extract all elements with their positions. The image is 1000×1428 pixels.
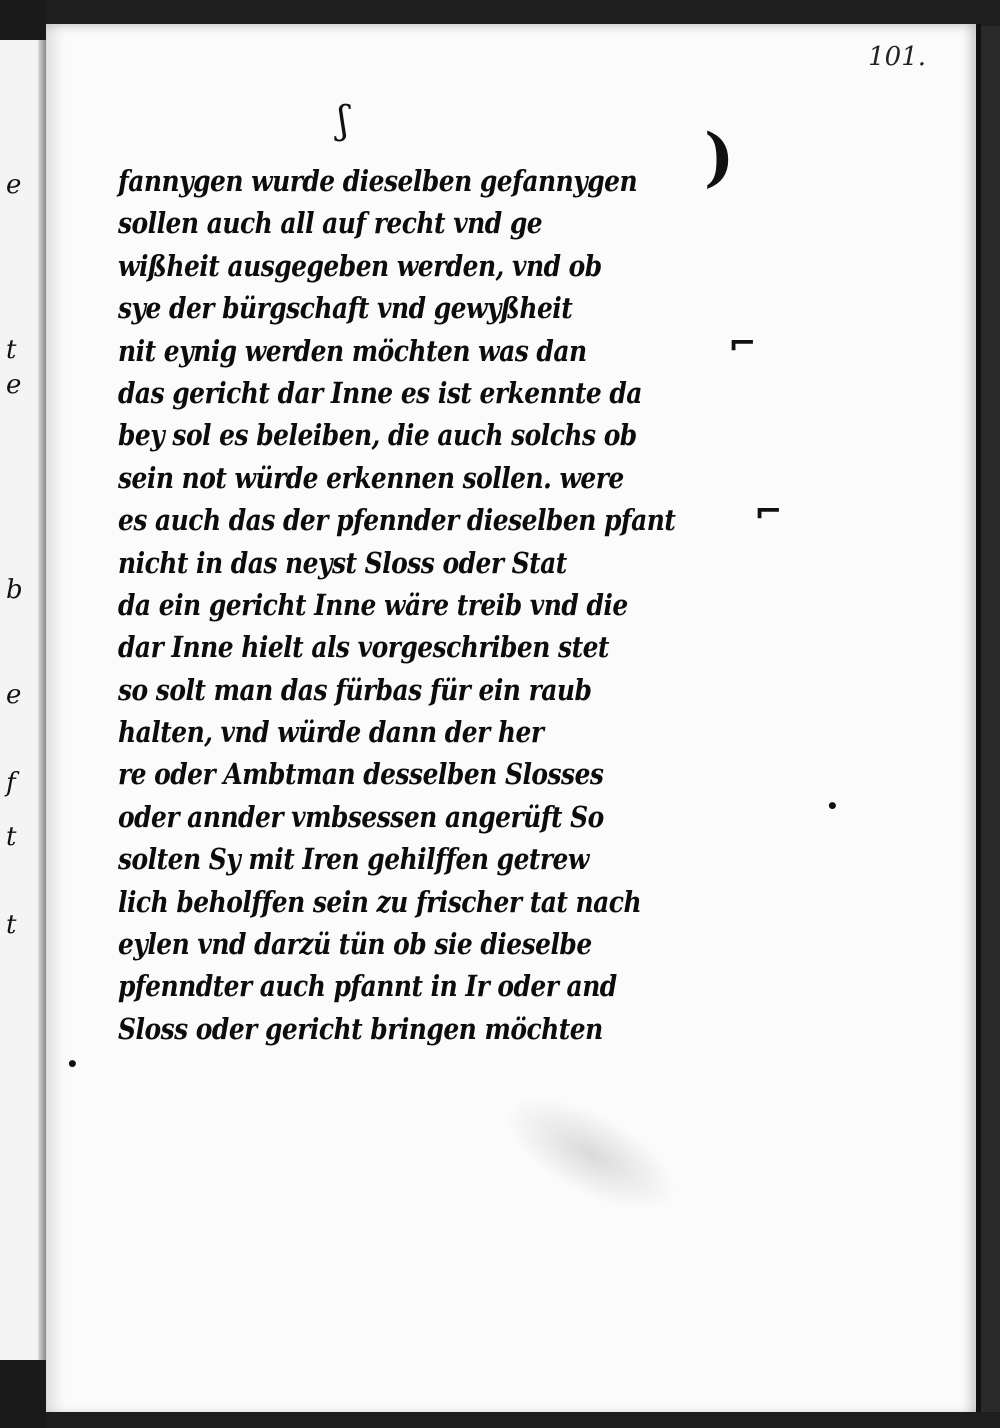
text-line: sollen auch all auf recht vnd ge <box>118 206 543 241</box>
ink-dot: • <box>66 1052 79 1076</box>
facing-page-edge <box>0 40 48 1380</box>
scan-border-bottom <box>46 1412 1000 1428</box>
margin-fragment: t <box>6 822 17 852</box>
text-line: oder annder vmbsessen angerüft So <box>118 799 604 834</box>
ink-dot: • <box>826 794 839 818</box>
text-line: Sloss oder gericht bringen möchten <box>118 1011 603 1046</box>
text-line: das gericht dar Inne es ist erkennte da <box>118 375 642 410</box>
manuscript-text <box>118 160 758 1050</box>
line-continuation-mark: ⌐ <box>754 492 783 532</box>
page-gutter <box>38 40 46 1380</box>
margin-fragment: b <box>6 575 23 605</box>
margin-fragment: f <box>6 768 16 798</box>
text-line: pfenndter auch pfannt in Ir oder and <box>118 969 617 1004</box>
margin-fragment: e <box>6 170 22 200</box>
text-line: nicht in das neyst Sloss oder Stat <box>118 545 567 580</box>
scan-border-top-left <box>0 0 46 40</box>
folio-number: 101. <box>868 42 926 72</box>
ink-smudge <box>488 1074 693 1234</box>
text-line: es auch das der pfennder dieselben pfant <box>118 503 676 538</box>
text-line: sein not würde erkennen sollen. were <box>118 460 624 495</box>
text-line: solten Sy mit Iren gehilffen getrew <box>118 842 589 877</box>
margin-fragment: t <box>6 335 17 365</box>
text-line: da ein gericht Inne wäre treib vnd die <box>118 587 628 622</box>
text-line: sye der bürgschaft vnd gewyßheit <box>118 291 573 326</box>
line-continuation-mark: ⌐ <box>728 324 757 364</box>
text-line: lich beholffen sein zu frischer tat nach <box>118 884 642 919</box>
manuscript-page <box>46 24 981 1416</box>
scan-border-top <box>46 0 1000 26</box>
text-line: re oder Ambtman desselben Slosses <box>118 757 604 792</box>
text-line: wißheit ausgegeben werden, vnd ob <box>118 248 602 283</box>
text-line: nit eynig werden möchten was dan <box>118 333 587 368</box>
decorative-flourish: ʃ <box>338 98 349 142</box>
text-line: bey sol es beleiben, die auch solchs ob <box>118 418 637 453</box>
margin-fragment: e <box>6 680 22 710</box>
scan-border-bottom-left <box>0 1360 46 1428</box>
text-line: so solt man das fürbas für ein raub <box>118 672 592 707</box>
margin-fragment: t <box>6 910 17 940</box>
text-line: eylen vnd darzü tün ob sie dieselbe <box>118 927 592 962</box>
margin-fragment: e <box>6 370 22 400</box>
line-bracket-mark: ) <box>704 120 735 195</box>
text-line: dar Inne hielt als vorgeschriben stet <box>118 630 609 665</box>
text-line: fannygen wurde dieselben gefannygen <box>118 164 638 198</box>
text-line: halten, vnd würde dann der her <box>118 715 544 750</box>
